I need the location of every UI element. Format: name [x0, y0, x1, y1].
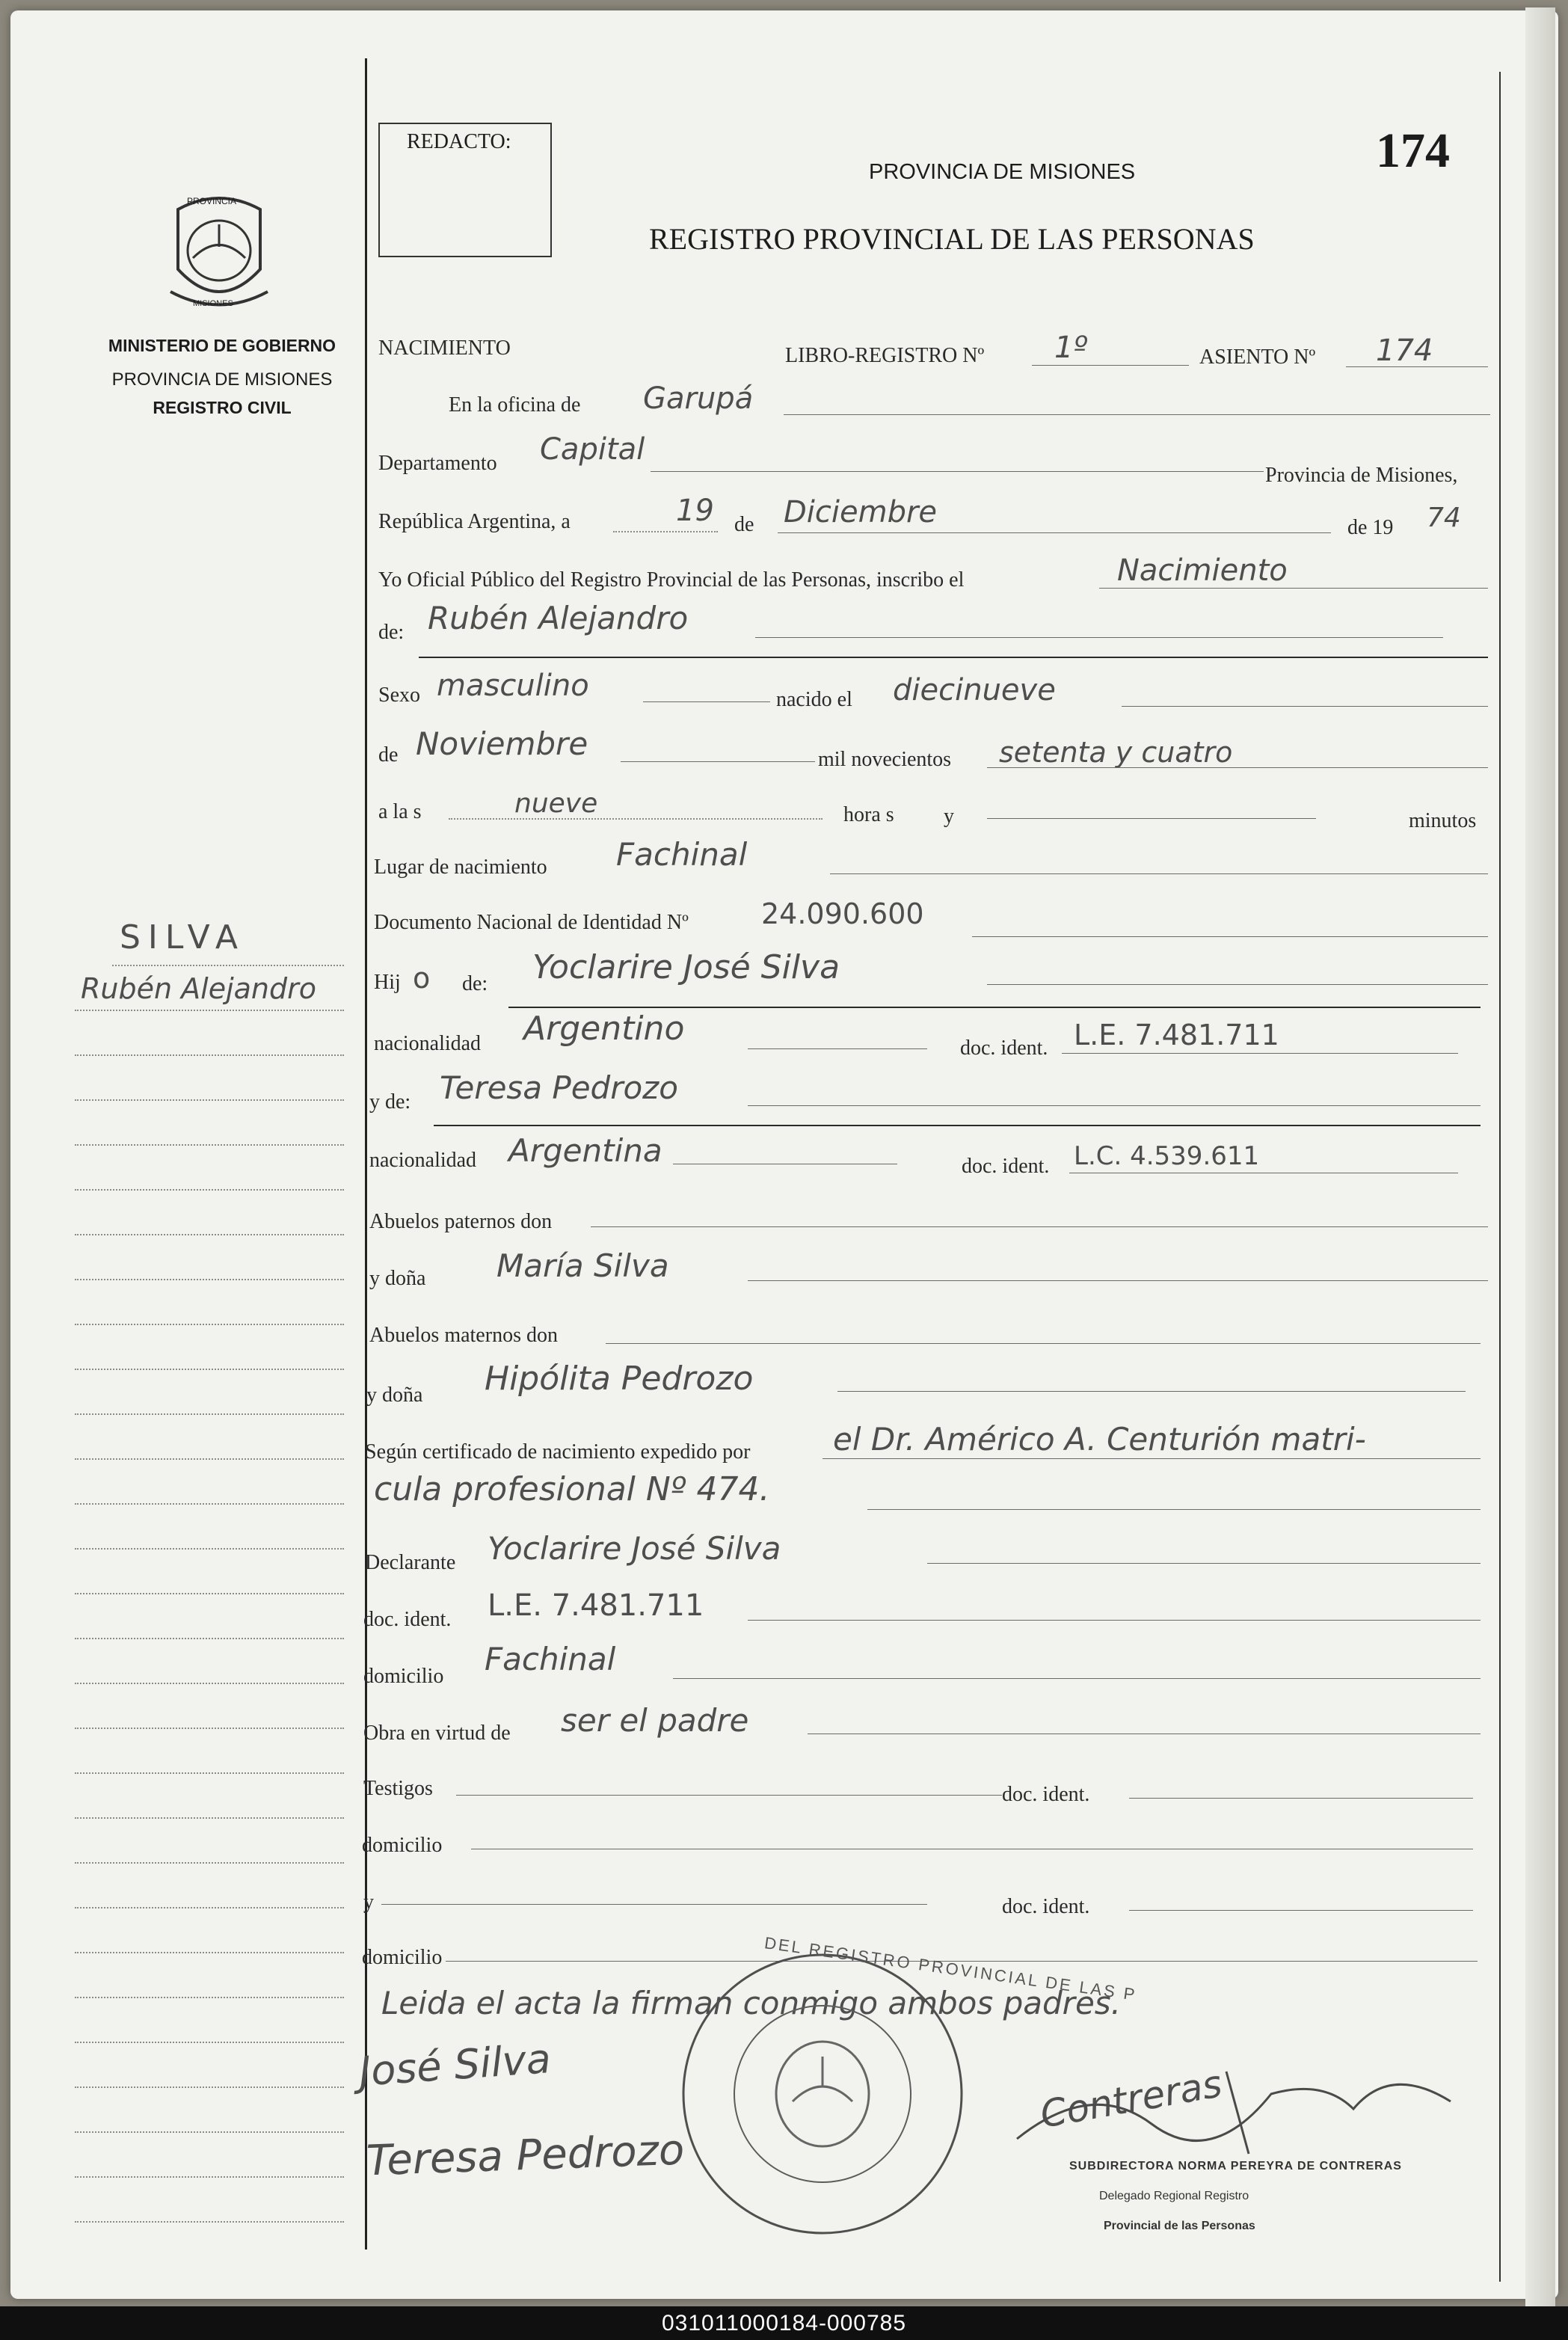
seal-top-text: PROVINCIA [187, 196, 237, 206]
mes-nac-value: Noviembre [416, 725, 588, 762]
madre-value: Teresa Pedrozo [440, 1069, 678, 1106]
nacido-label: nacido el [776, 688, 852, 711]
nombre-value: Rubén Alejandro [428, 600, 689, 636]
domicilio-value: Fachinal [485, 1641, 616, 1677]
ydona-pat-label: y doña [369, 1267, 426, 1290]
domicilio-2-label: domicilio [362, 1834, 443, 1857]
hijo-de-label: de: [462, 972, 488, 995]
left-rule [365, 58, 367, 2250]
y-2-label: y [363, 1891, 374, 1914]
de-label: de [734, 513, 754, 536]
doc-padre-label: doc. ident. [960, 1037, 1048, 1060]
provincia-suffix: Provincia de Misiones, [1265, 464, 1458, 487]
dni-label: Documento Nacional de Identidad Nº [374, 911, 689, 934]
yde-label: y de: [369, 1090, 411, 1114]
de-label-2: de [378, 743, 399, 767]
seal-ring-text: DEL REGISTRO PROVINCIAL DE LAS P [763, 1933, 1139, 2004]
redacto-box [378, 123, 552, 257]
official-stamp-line-3: Provincial de las Personas [1104, 2220, 1255, 2232]
margin-surname: SILVA [120, 918, 245, 956]
libro-value: 1º [1054, 331, 1088, 365]
page-number: 174 [1376, 123, 1450, 178]
certificado-value-2: cula profesional Nº 474. [374, 1470, 770, 1508]
mil-label: mil novecientos [818, 748, 952, 771]
doc-decl-label: doc. ident. [363, 1608, 452, 1631]
anio-value: 74 [1427, 503, 1461, 533]
sexo-value: masculino [437, 669, 589, 703]
signature-mother: Teresa Pedrozo [365, 2125, 686, 2186]
ala-label: a la s [378, 800, 422, 823]
republica-label: República Argentina, a [378, 510, 571, 533]
domicilio-3-label: domicilio [362, 1946, 443, 1969]
inscribo-label: Yo Oficial Público del Registro Provincial de las Personas, inscribo el [378, 568, 965, 592]
leida-value: Leida el acta la firman conmigo ambos padres. [381, 1985, 1122, 2021]
domicilio-label: domicilio [363, 1665, 444, 1688]
official-stamp-line-1: SUBDIRECTORA NORMA PEREYRA DE CONTRERAS [1069, 2160, 1402, 2172]
dni-value: 24.090.600 [761, 897, 924, 930]
y-label: y [944, 805, 954, 828]
anio-nac-value: setenta y cuatro [999, 736, 1233, 769]
right-rule [1499, 72, 1501, 2282]
nac-madre-label: nacionalidad [369, 1149, 477, 1172]
asiento-value: 174 [1376, 334, 1433, 368]
obra-value: ser el padre [561, 1702, 749, 1739]
declarante-label: Declarante [365, 1551, 456, 1574]
ydona-mat-label: y doña [366, 1384, 423, 1407]
asiento-label: ASIENTO Nº [1199, 346, 1316, 369]
official-scribble-icon [1002, 2049, 1481, 2161]
registry-label: REGISTRO CIVIL [153, 398, 292, 417]
hora-value: nueve [514, 788, 598, 819]
doc-madre-value: L.C. 4.539.611 [1074, 1141, 1260, 1171]
abuelos-mat-label: Abuelos maternos don [369, 1324, 558, 1347]
province-label: PROVINCIA DE MISIONES [111, 369, 333, 390]
seal-bottom-text: MISIONES [193, 299, 233, 308]
page-edge [1525, 7, 1555, 2311]
nacido-value: diecinueve [893, 673, 1056, 707]
dia-value: 19 [676, 494, 714, 528]
lugar-value: Fachinal [616, 836, 748, 873]
registry-title: REGISTRO PROVINCIAL DE LAS PERSONAS [649, 222, 1255, 256]
doc-madre-label: doc. ident. [962, 1155, 1050, 1178]
abuelos-pat-label: Abuelos paternos don [369, 1210, 553, 1233]
sexo-label: Sexo [378, 684, 420, 707]
province-heading: PROVINCIA DE MISIONES [869, 160, 1136, 184]
oficina-label: En la oficina de [449, 393, 581, 417]
abuela-mat-value: Hipólita Pedrozo [485, 1360, 754, 1398]
departamento-value: Capital [540, 432, 645, 467]
registry-seal-icon [665, 1937, 980, 2251]
testigos-label: Testigos [363, 1777, 433, 1800]
doc-padre-value: L.E. 7.481.711 [1074, 1019, 1279, 1051]
nac-madre-value: Argentina [508, 1132, 662, 1169]
official-stamp-line-2: Delegado Regional Registro [1099, 2190, 1249, 2202]
ministry-label: MINISTERIO DE GOBIERNO [108, 336, 336, 355]
lugar-label: Lugar de nacimiento [374, 856, 547, 879]
footer-code: 031011000184-000785 [0, 2306, 1568, 2340]
certificado-label: Según certificado de nacimiento expedido por [365, 1440, 751, 1464]
nac-padre-label: nacionalidad [374, 1032, 482, 1055]
nac-padre-value: Argentino [523, 1010, 685, 1048]
de-19-label: de 19 [1347, 516, 1394, 539]
minutos-label: minutos [1409, 809, 1477, 832]
testigos-doc-label: doc. ident. [1002, 1783, 1090, 1806]
doc-decl-value: L.E. 7.481.711 [488, 1588, 704, 1623]
y-2-doc-label: doc. ident. [1002, 1895, 1090, 1918]
hora-label: hora s [843, 803, 894, 826]
libro-label: LIBRO-REGISTRO Nº [785, 344, 985, 367]
inscribo-value: Nacimiento [1117, 553, 1288, 588]
abuela-pat-value: María Silva [496, 1247, 669, 1284]
oficina-value: Garupá [643, 381, 754, 416]
mes-value: Diciembre [784, 495, 938, 529]
section-label: NACIMIENTO [378, 337, 511, 360]
declarante-value: Yoclarire José Silva [488, 1530, 781, 1567]
margin-names: Rubén Alejandro [81, 972, 317, 1005]
padre-value: Yoclarire José Silva [532, 948, 840, 986]
de-colon-label: de: [378, 621, 405, 644]
obra-label: Obra en virtud de [363, 1722, 511, 1745]
signature-father: José Silva [357, 2035, 553, 2095]
signature-official: Contreras [1036, 2062, 1226, 2137]
hijo-value: o [413, 962, 431, 995]
redacto-label: REDACTO: [407, 130, 511, 153]
hijo-label: Hij [374, 971, 401, 994]
departamento-label: Departamento [378, 452, 497, 475]
certificado-value-1: el Dr. Américo A. Centurión matri- [833, 1421, 1366, 1458]
